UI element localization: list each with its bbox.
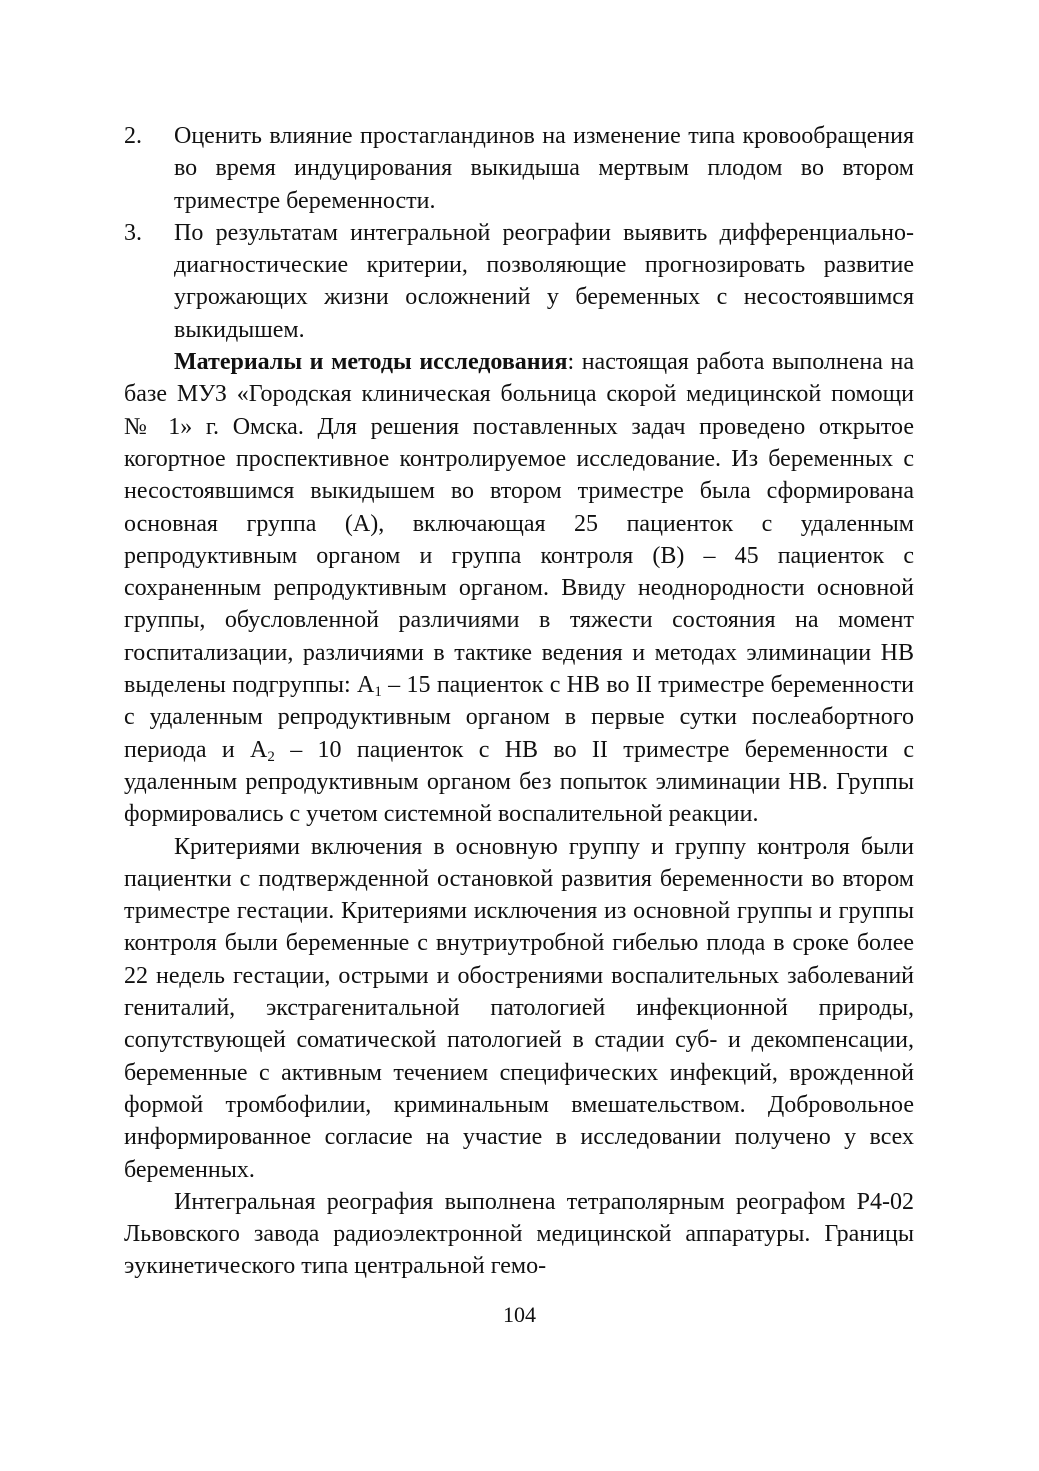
list-text: Оценить влияние простагландинов на изменение типа кровообращения во время индуцирования выкидыша мертвым плодом во втором триместре беременности. xyxy=(174,123,914,214)
page-body xyxy=(124,120,914,1283)
list-number: 3. xyxy=(124,219,142,246)
list-text: По результатам интегральной реографии выявить дифференциально-диагностические критерии, позволяющие прогнозировать развитие угрожающих жизни осложнений у беременных с несостоявшимся выкидышем. xyxy=(174,219,914,343)
methods-heading: Материалы и методы исследования xyxy=(174,349,568,376)
subscript-1: 1 xyxy=(374,684,382,701)
methods-paragraph xyxy=(124,346,914,830)
methods-text-3: – 10 пациенток с НВ во II триместре беременности с удаленным репродуктивным органом без попыток элиминации НВ. Группы формировались с учетом системной воспалительной реакции. xyxy=(124,736,915,828)
list-item-2 xyxy=(124,120,914,217)
methods-text-1: : настоящая работа выполнена на базе МУЗ «Городская клиническая больница скорой медицинской помощи № 1» г. Омска. Для решения поставленных задач проведено открытое когортное проспективное контролируемое исследование. Из беременных с несостоявшимся выкидышем во втором триместре была сформирована основная группа (А), включающая 25 пациенток с удаленным репродуктивным органом и группа контроля (В) – 45 пациенток с сохраненным репродуктивным органом. Ввиду неоднородности основной группы, обусловленной различиями в тяжести состояния на момент госпитализации, различиями в тактике ведения и методах элиминации НВ выделены подгруппы: А xyxy=(124,349,915,699)
page-number: 104 xyxy=(503,1302,536,1327)
list-number: 2. xyxy=(124,123,142,149)
criteria-paragraph: Критериями включения в основную группу и группу контроля были пациентки с подтвержденной остановкой развития беременности во втором триместре гестации. Критериями исключения из основной группы и группы контроля были беременные с внутриутробной гибелью плода в сроке более 22 недель гестации, острыми и обострениями воспалительных заболеваний гениталий, экстрагенитальной патологией инфекционной природы, сопутствующей соматической патологией в стадии суб- и декомпенсации, беременные с активным течением специфических инфекций, врожденной формой тромбофилии, криминальным вмешательством. Добровольное информированное согласие на участие в исследовании получено у всех беременных. xyxy=(124,833,914,1183)
methods-text-2: – 15 пациенток с НВ во II триместре беременности с удаленным репродуктивным органом в первые сутки послеабортного периода и А xyxy=(124,672,914,763)
subscript-2: 2 xyxy=(267,748,275,765)
list-item-3 xyxy=(124,217,914,346)
rheography-paragraph: Интегральная реография выполнена тетраполярным реографом Р4-02 Львовского завода радиоэлектронной медицинской аппаратуры. Границы эукинетического типа центральной гемо- xyxy=(124,1188,914,1280)
